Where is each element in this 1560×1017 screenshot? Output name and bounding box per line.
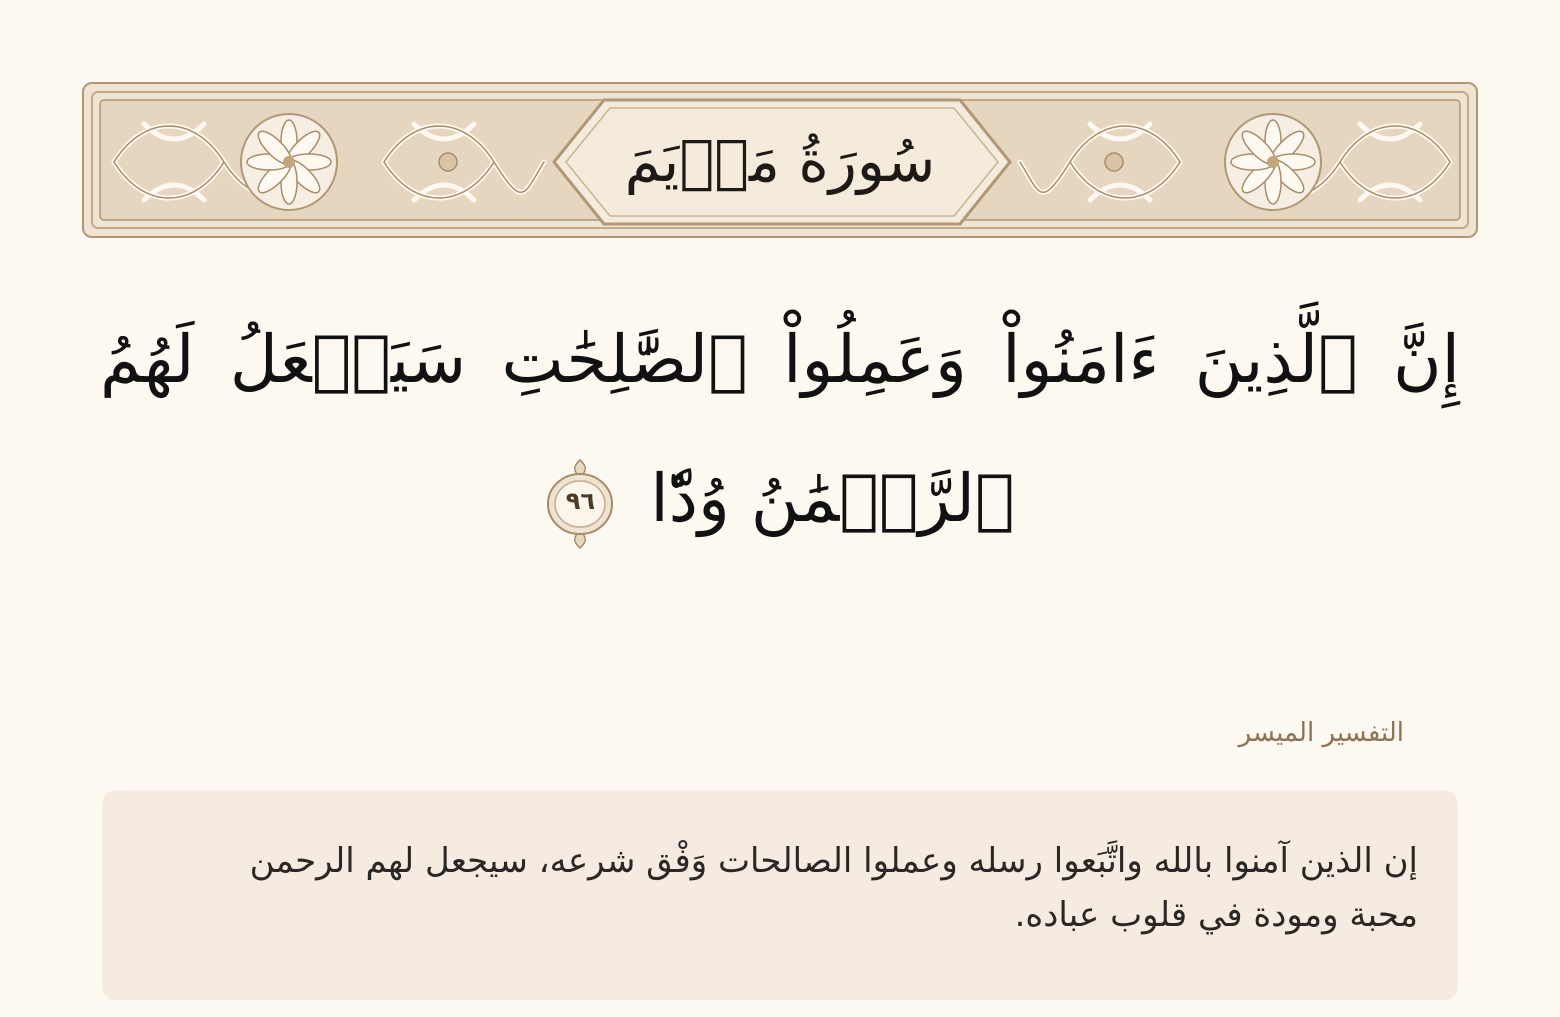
surah-title: سُورَةُ مَرۡيَمَ	[624, 127, 936, 195]
tafsir-label: التفسير الميسر	[1238, 718, 1404, 748]
ayah-number: ٩٦	[565, 487, 595, 515]
ayah-line-1: إِنَّ ٱلَّذِينَ ءَامَنُواْ وَعَمِلُواْ ٱلصَّٰلِحَٰتِ سَيَجۡعَلُ لَهُمُ	[100, 321, 1460, 398]
ayah-number-marker	[545, 456, 615, 552]
tafsir-text: إن الذين آمنوا بالله واتَّبَعوا رسله وعملوا الصالحات وَفْق شرعه، سيجعل لهم الرحمن محبة ومودة في قلوب عباده.	[249, 841, 1418, 935]
tafsir-box	[102, 790, 1458, 1000]
ayah-line-2-container	[100, 434, 1460, 564]
surah-header-banner	[82, 82, 1478, 238]
ayah-line-2: ٱلرَّحۡمَٰنُ وُدّٗا	[650, 460, 1015, 537]
ayah-text	[100, 300, 1460, 564]
